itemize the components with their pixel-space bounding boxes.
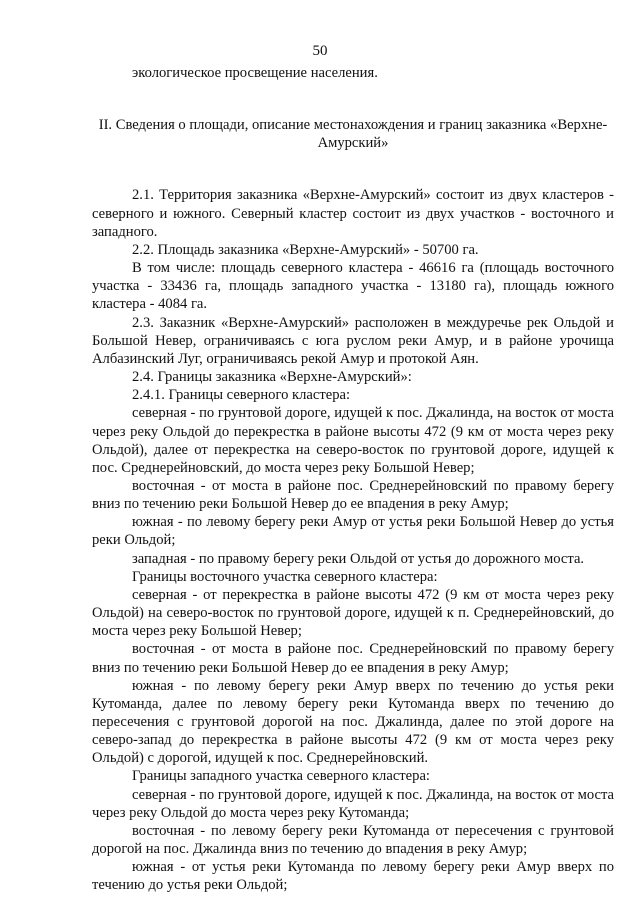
document-body [92, 64, 614, 895]
east-section-heading: Границы восточного участка северного кластера: [132, 568, 438, 585]
paragraph-2-2: 2.2. Площадь заказника «Верхне-Амурский» - 50700 га. [132, 241, 479, 258]
west-section-north-boundary: северная - по грунтовой дороге, идущей к пос. Джалинда, на восток от моста через реку Ольдой до моста через реку Кутоманда; [92, 786, 614, 821]
paragraph-2-4-1: 2.4.1. Границы северного кластера: [132, 387, 351, 404]
section-heading: II. Сведения о площади, описание местонахождения и границ заказника «Верхне-Амурский» [98, 117, 608, 152]
west-section-heading: Границы западного участка северного кластера: [132, 768, 430, 785]
paragraph-2-4: 2.4. Границы заказника «Верхне-Амурский»: [132, 369, 412, 386]
east-section-south-boundary: южная - по левому берегу реки Амур вверх по течению до устья реки Кутоманда, далее по левому берегу реки Кутоманда вверх по течению до пересечения с грунтовой дорогой на пос. Джалинда, далее по этой дороге на северо-запад до перекрестка в районе высоты 472 (9 км от моста через реку Ольдой) с дорогой, идущей к пос. Среднерейновский. [92, 677, 614, 767]
paragraph-2-1: 2.1. Территория заказника «Верхне-Амурский» состоит из двух кластеров - северного и южного. Северный кластер состоит из двух участков - восточного и западного. [92, 187, 614, 240]
east-section-east-boundary: восточная - от моста в районе пос. Среднерейновский по правому берегу вниз по течению реки Большой Невер до ее впадения в реку Амур; [92, 641, 614, 676]
east-section-north-boundary: северная - от перекрестка в районе высоты 472 (9 км от моста через реку Ольдой) на северо-восток по грунтовой дороге, идущей к п. Среднерейновский, до моста через реку Большой Невер; [92, 586, 614, 640]
north-cluster-south-boundary: южная - по левому берегу реки Амур от устья реки Большой Невер до устья реки Ольдой; [92, 514, 614, 549]
west-section-south-boundary: южная - от устья реки Кутоманда по левому берегу реки Амур вверх по течению до устья реки Ольдой; [92, 859, 614, 894]
paragraph-area-details: В том числе: площадь северного кластера - 46616 га (площадь восточного участка - 33436 га, площадь западного участка - 13180 га), площадь южного кластера - 4084 га. [92, 260, 614, 313]
intro-line: экологическое просвещение населения. [132, 65, 378, 81]
page-number: 50 [312, 43, 328, 59]
paragraph-2-3: 2.3. Заказник «Верхне-Амурский» расположен в междуречье рек Ольдой и Большой Невер, ограничиваясь с юга руслом реки Амур, и в районе урочища Албазинский Луг, ограничиваясь рекой Амур и протокой Аян. [92, 314, 614, 367]
north-cluster-west-boundary: западная - по правому берегу реки Ольдой от устья до дорожного моста. [132, 550, 585, 567]
north-cluster-east-boundary: восточная - от моста в районе пос. Среднерейновский по правому берегу вниз по течению реки Большой Невер до ее впадения в реку Амур; [92, 477, 614, 513]
west-section-east-boundary: восточная - по левому берегу реки Кутоманда от пересечения с грунтовой дорогой на пос. Джалинда вниз по течению до впадения в реку Амур; [92, 822, 614, 858]
north-cluster-north-boundary: северная - по грунтовой дороге, идущей к пос. Джалинда, на восток от моста через реку Ольдой до перекрестка в районе высоты 472 (9 км от моста через реку Ольдой), далее от перекрестка на северо-восток по грунтовой дороге, идущей к пос. Среднерейновский, до моста через реку Большой Невер; [92, 405, 614, 476]
